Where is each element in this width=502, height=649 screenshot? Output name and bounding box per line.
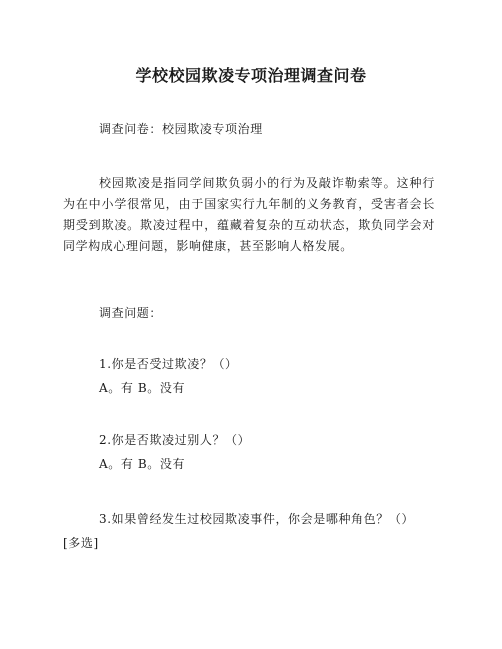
subject-line: 调查问卷：校园欺凌专项治理 (99, 122, 263, 136)
question-3-text: 3.如果曾经发生过校园欺凌事件，你会是哪种角色？（） (99, 512, 415, 526)
document-title: 学校校园欺凌专项治理调查问卷 (135, 66, 367, 85)
question-2-options: A。有 B。没有 (99, 457, 186, 471)
question-1-text: 1.你是否受过欺凌？（） (99, 357, 238, 371)
question-3-note: [多选] (63, 536, 99, 550)
intro-paragraph: 校园欺凌是指同学间欺负弱小的行为及敲诈勒索等。这种行为在中小学很常见，由于国家实行九年制的义务教育，受害者会长期受到欺凌。欺凌过程中，蕴藏着复杂的互动状态，欺负同学会对同学构成心理问题，影响健康，甚至影响人格发展。 (63, 176, 435, 253)
question-1-options: A。有 B。没有 (99, 381, 186, 395)
question-2-text: 2.你是否欺凌过别人？（） (99, 433, 251, 447)
questions-heading: 调查问题： (99, 306, 163, 320)
